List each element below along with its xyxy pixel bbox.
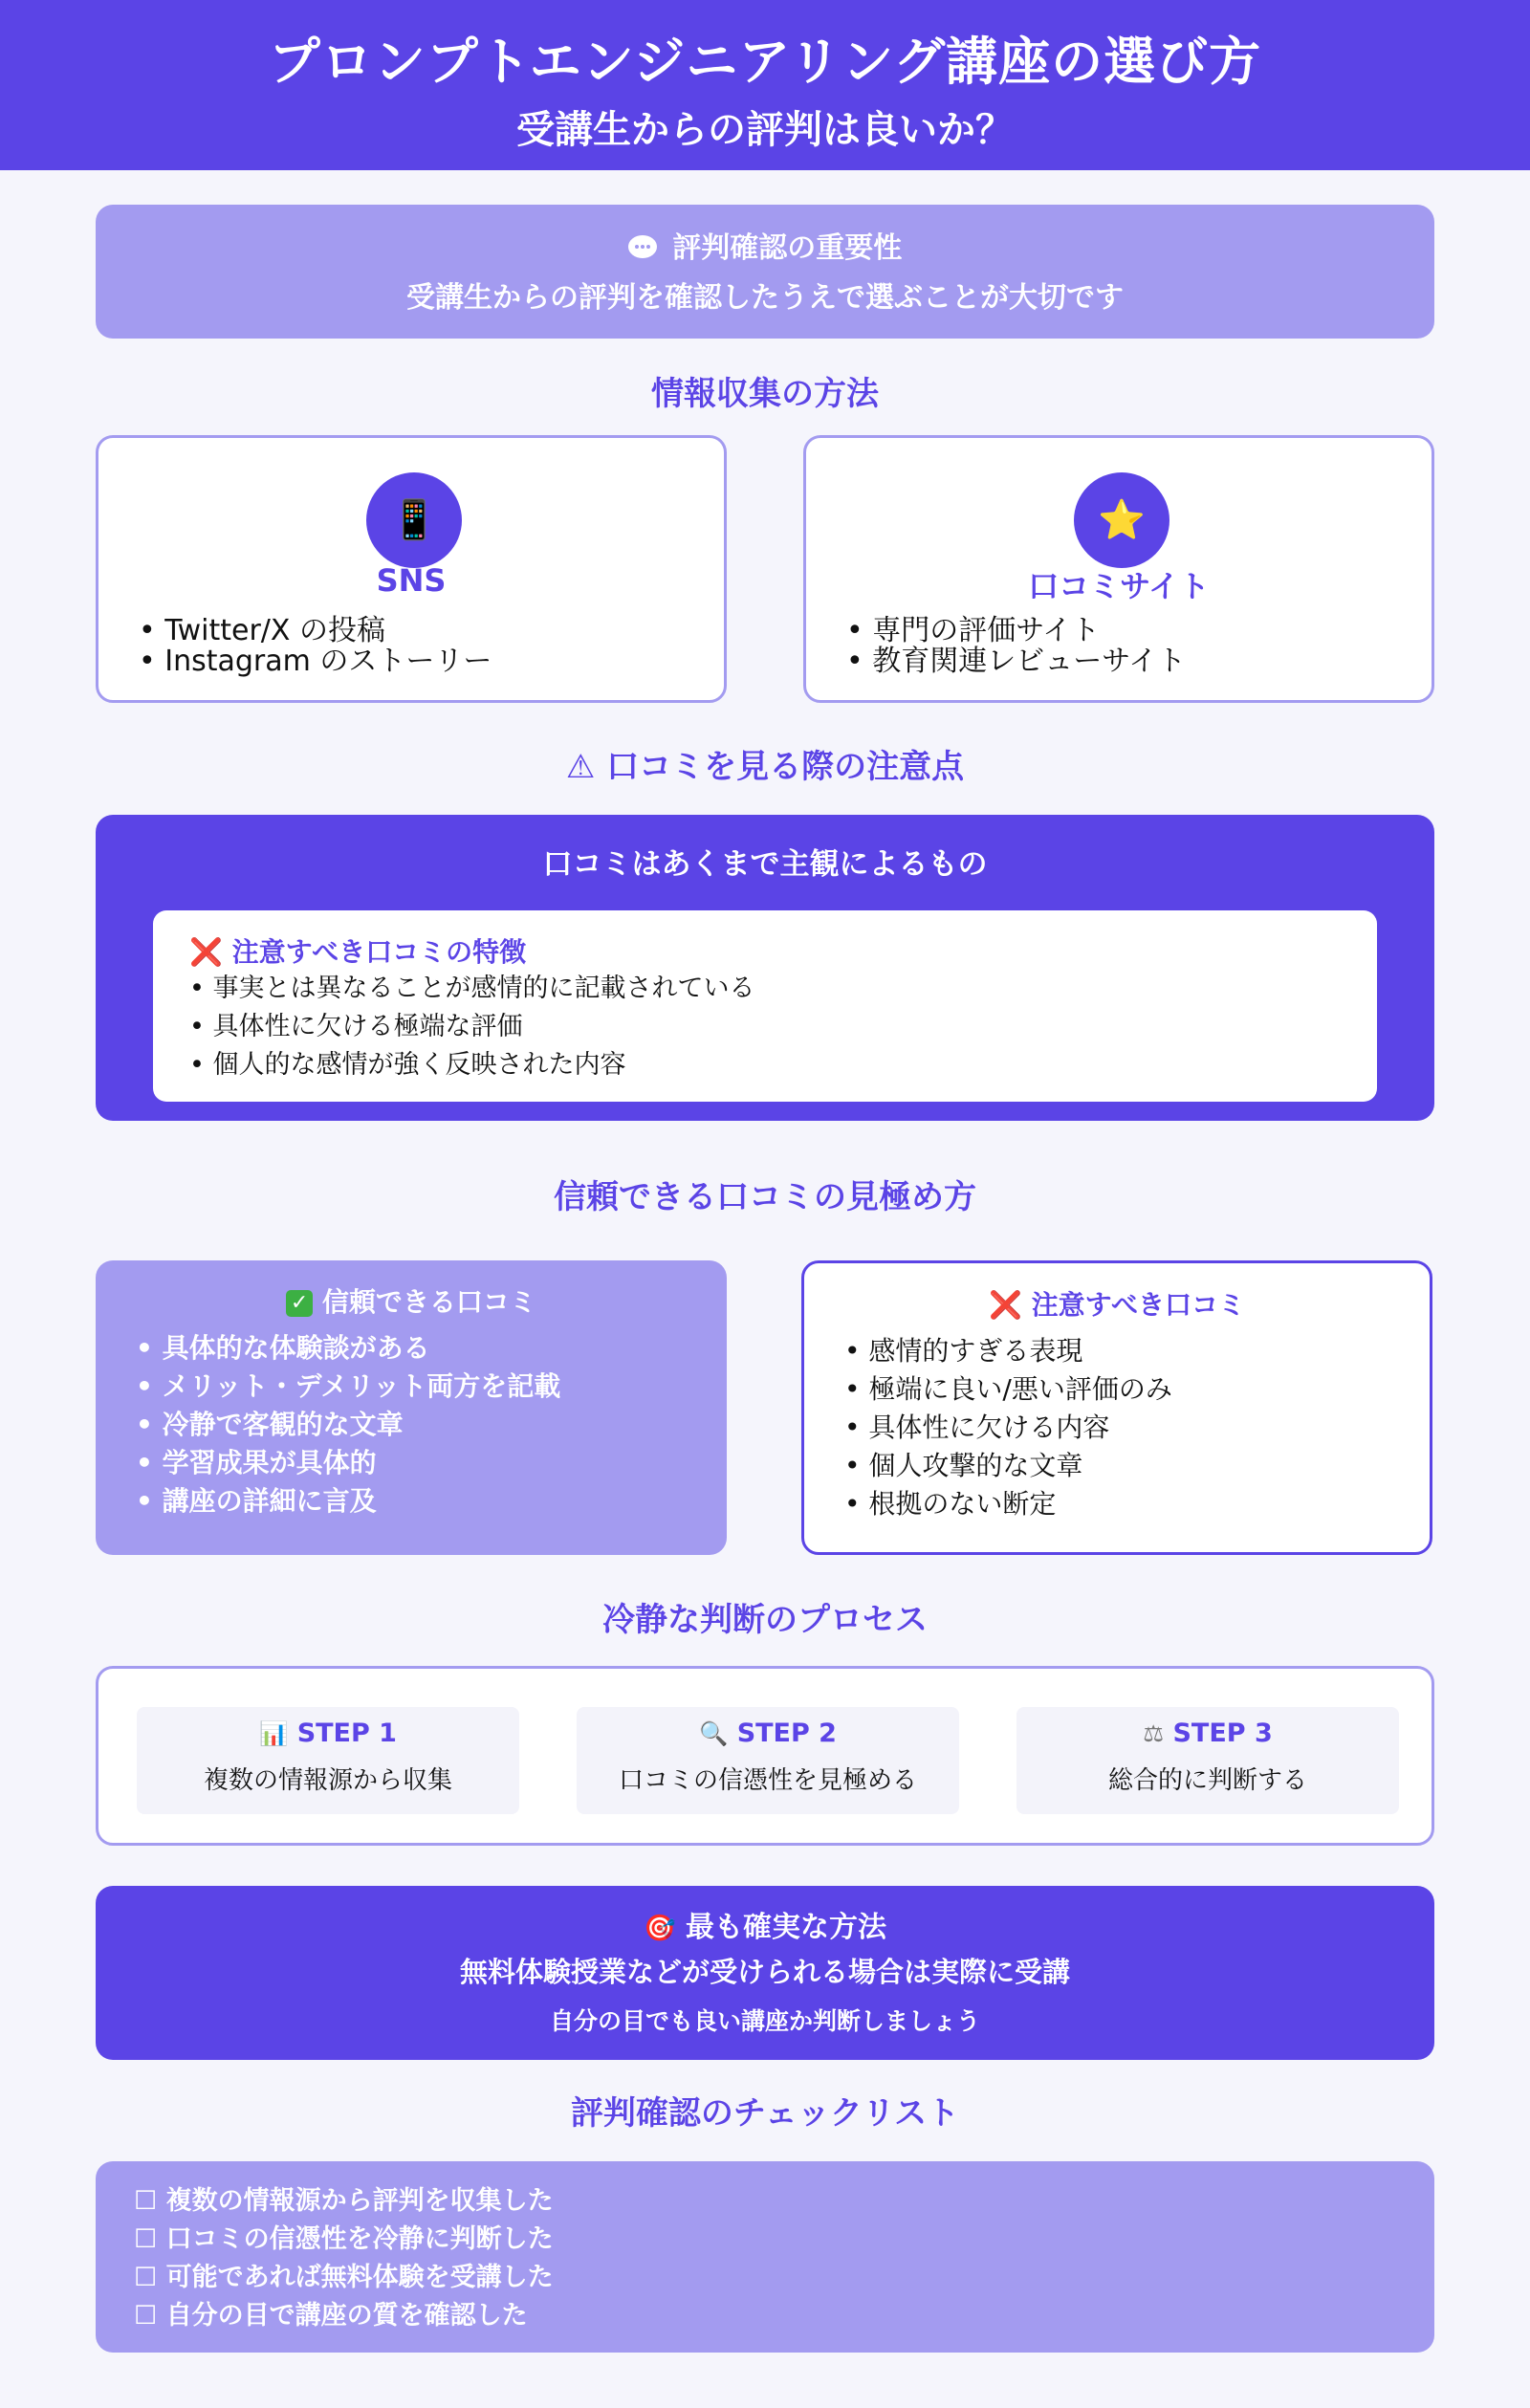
list-item: • メリット・デメリット両方を記載 [136, 1370, 561, 1402]
best-method-note: 自分の目でも良い講座か判断しましょう [549, 2007, 980, 2035]
check-mark-icon: ✓ [286, 1290, 313, 1317]
review-site-card-title: 口コミサイト [1028, 568, 1210, 604]
step-2-label: 🔍 STEP 2 [699, 1718, 837, 1748]
step-2 [577, 1707, 959, 1814]
step-3-label: ⚖ STEP 3 [1143, 1718, 1273, 1748]
list-item: • 教育関連レビューサイト [846, 645, 1187, 678]
sns-card [96, 435, 727, 703]
reliable-review-card [96, 1260, 727, 1555]
best-method-banner [96, 1886, 1434, 2060]
importance-heading [96, 224, 1434, 266]
checklist-item: ☐ 口コミの信憑性を冷静に判断した [134, 2224, 554, 2254]
caution-title-text: 口コミを見る際の注意点 [606, 748, 965, 786]
list-item: • 事実とは異なることが感情的に記載されている [189, 974, 755, 1003]
list-item: • 個人的な感情が強く反映された内容 [189, 1050, 626, 1080]
review-site-card-list [846, 616, 1186, 677]
best-method-text: 無料体験授業などが受けられる場合は実際に受講 [459, 1956, 1070, 1988]
caution-inner-heading [189, 931, 526, 970]
step-1 [137, 1707, 519, 1814]
review-site-card [803, 435, 1434, 703]
list-item: • 専門の評価サイト [846, 614, 1101, 647]
cross-icon: ❌ [988, 1289, 1022, 1321]
target-icon: 🎯 [643, 1914, 676, 1943]
list-item: • 具体性に欠ける内容 [844, 1412, 1110, 1443]
caution-inner-title: 注意すべき口コミの特徴 [231, 936, 527, 968]
caution-inner-card [153, 910, 1377, 1102]
caution-review-heading [804, 1284, 1430, 1323]
reliable-review-heading [96, 1281, 727, 1320]
mobile-phone-icon: 📱 [366, 472, 462, 568]
caution-box [96, 815, 1434, 1121]
list-item: • 根拠のない断定 [844, 1488, 1057, 1520]
list-item: • 個人攻撃的な文章 [844, 1450, 1083, 1481]
magnifier-icon: 🔍 [699, 1719, 729, 1747]
list-item: • 極端に良い/悪い評価のみ [844, 1373, 1172, 1405]
step-1-text: 複数の情報源から収集 [203, 1766, 452, 1795]
sns-card-title: SNS [376, 562, 447, 599]
list-item: • 感情的すぎる表現 [844, 1335, 1083, 1367]
caution-box-heading: 口コミはあくまで主観によるもの [542, 847, 988, 882]
checklist-card [96, 2161, 1434, 2353]
list-item: • 講座の詳細に言及 [136, 1485, 377, 1517]
list-item: • Twitter/X の投稿 [139, 614, 385, 647]
speech-bubble-icon [628, 235, 657, 258]
info-section-title: 情報収集の方法 [651, 375, 879, 413]
list-item: • 学習成果が具体的 [136, 1447, 377, 1478]
bar-chart-icon: 📊 [259, 1719, 289, 1747]
checklist-list [134, 2182, 554, 2335]
scales-icon: ⚖ [1143, 1719, 1165, 1747]
caution-review-card [801, 1260, 1432, 1555]
warning-icon: ⚠ [565, 748, 596, 786]
caution-review-list [844, 1332, 1172, 1523]
step-2-text: 口コミの信憑性を見極める [618, 1766, 917, 1795]
page-title: プロンプトエンジニアリング講座の選び方 [268, 32, 1262, 92]
best-method-heading [96, 1903, 1434, 1945]
list-item: • 具体的な体験談がある [136, 1332, 430, 1364]
checklist-item: ☐ 複数の情報源から評判を収集した [134, 2186, 554, 2216]
reliable-section-title: 信頼できる口コミの見極め方 [554, 1178, 976, 1216]
step-3-text: 総合的に判断する [1107, 1766, 1307, 1795]
list-item: • 具体性に欠ける極端な評価 [189, 1012, 523, 1041]
best-method-title: 最も確実な方法 [686, 1911, 887, 1944]
page-subtitle: 受講生からの評判は良いか？ [516, 108, 1014, 152]
list-item: • 冷静で客観的な文章 [136, 1409, 404, 1440]
sns-card-list [139, 616, 492, 677]
reliable-review-title: 信頼できる口コミ [321, 1286, 536, 1318]
checklist-item: ☐ 自分の目で講座の質を確認した [134, 2301, 528, 2331]
caution-list [189, 970, 755, 1084]
page-header [0, 0, 1530, 170]
reliable-review-list [136, 1329, 560, 1521]
importance-title: 評判確認の重要性 [672, 231, 903, 265]
caution-section-title [0, 740, 1530, 787]
checklist-item: ☐ 可能であれば無料体験を受講した [134, 2263, 554, 2292]
cross-icon: ❌ [189, 936, 223, 968]
importance-text: 受講生からの評判を確認したうえで選ぶことが大切です [406, 281, 1124, 315]
step-3 [1016, 1707, 1399, 1814]
step-1-label: 📊 STEP 1 [259, 1718, 397, 1748]
list-item: • Instagram のストーリー [139, 645, 492, 678]
star-icon: ⭐ [1074, 472, 1169, 568]
caution-review-title: 注意すべき口コミ [1031, 1289, 1246, 1321]
importance-banner [96, 205, 1434, 339]
process-section-title: 冷静な判断のプロセス [602, 1601, 928, 1639]
process-card [96, 1666, 1434, 1846]
checklist-title: 評判確認のチェックリスト [570, 2094, 960, 2133]
